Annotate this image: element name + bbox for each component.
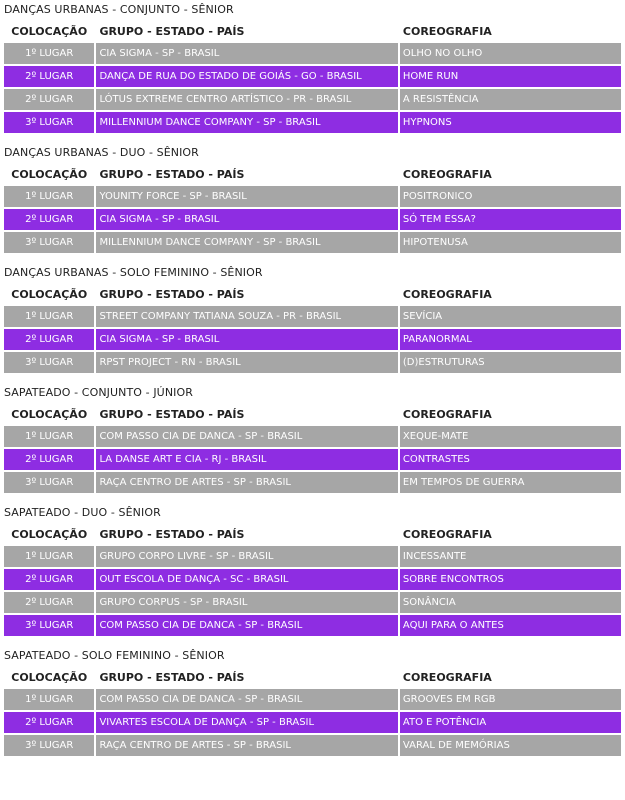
section-title: SAPATEADO - CONJUNTO - JÚNIOR bbox=[4, 386, 193, 399]
header-choreography: COREOGRAFIA bbox=[400, 165, 621, 184]
group-cell: MILLENNIUM DANCE COMPANY - SP - BRASIL bbox=[96, 232, 397, 253]
header-row bbox=[4, 285, 621, 304]
header-group: GRUPO - ESTADO - PAÍS bbox=[96, 165, 397, 184]
table-row bbox=[4, 352, 621, 373]
group-cell: GRUPO CORPO LIVRE - SP - BRASIL bbox=[96, 546, 397, 567]
section-title: SAPATEADO - DUO - SÊNIOR bbox=[4, 506, 161, 519]
table-row bbox=[4, 329, 621, 350]
table-row bbox=[4, 426, 621, 447]
header-choreography: COREOGRAFIA bbox=[400, 525, 621, 544]
group-cell: CIA SIGMA - SP - BRASIL bbox=[96, 43, 397, 64]
group-cell: RAÇA CENTRO DE ARTES - SP - BRASIL bbox=[96, 472, 397, 493]
results-section bbox=[4, 145, 625, 255]
table-row bbox=[4, 735, 621, 756]
choreography-cell: (D)ESTRUTURAS bbox=[400, 352, 621, 373]
placement-cell: 1º LUGAR bbox=[4, 546, 94, 567]
group-cell: CIA SIGMA - SP - BRASIL bbox=[96, 209, 397, 230]
results-section bbox=[4, 505, 625, 638]
group-cell: STREET COMPANY TATIANA SOUZA - PR - BRASIL bbox=[96, 306, 397, 327]
placement-cell: 2º LUGAR bbox=[4, 712, 94, 733]
table-row bbox=[4, 569, 621, 590]
placement-cell: 1º LUGAR bbox=[4, 689, 94, 710]
placement-cell: 2º LUGAR bbox=[4, 329, 94, 350]
choreography-cell: INCESSANTE bbox=[400, 546, 621, 567]
choreography-cell: SEVÍCIA bbox=[400, 306, 621, 327]
group-cell: OUT ESCOLA DE DANÇA - SC - BRASIL bbox=[96, 569, 397, 590]
header-choreography: COREOGRAFIA bbox=[400, 22, 621, 41]
choreography-cell: POSITRONICO bbox=[400, 186, 621, 207]
results-table bbox=[2, 666, 623, 758]
group-cell: VIVARTES ESCOLA DE DANÇA - SP - BRASIL bbox=[96, 712, 397, 733]
group-cell: MILLENNIUM DANCE COMPANY - SP - BRASIL bbox=[96, 112, 397, 133]
table-row bbox=[4, 546, 621, 567]
group-cell: RPST PROJECT - RN - BRASIL bbox=[96, 352, 397, 373]
placement-cell: 2º LUGAR bbox=[4, 209, 94, 230]
choreography-cell: VARAL DE MEMÓRIAS bbox=[400, 735, 621, 756]
choreography-cell: SOBRE ENCONTROS bbox=[400, 569, 621, 590]
header-choreography: COREOGRAFIA bbox=[400, 668, 621, 687]
placement-cell: 1º LUGAR bbox=[4, 186, 94, 207]
choreography-cell: XEQUE-MATE bbox=[400, 426, 621, 447]
header-row bbox=[4, 525, 621, 544]
choreography-cell: SÓ TEM ESSA? bbox=[400, 209, 621, 230]
placement-cell: 3º LUGAR bbox=[4, 232, 94, 253]
results-section bbox=[4, 265, 625, 375]
placement-cell: 3º LUGAR bbox=[4, 112, 94, 133]
group-cell: COM PASSO CIA DE DANCA - SP - BRASIL bbox=[96, 689, 397, 710]
placement-cell: 2º LUGAR bbox=[4, 592, 94, 613]
group-cell: COM PASSO CIA DE DANCA - SP - BRASIL bbox=[96, 426, 397, 447]
header-placement: COLOCAÇÃO bbox=[4, 285, 94, 304]
choreography-cell: CONTRASTES bbox=[400, 449, 621, 470]
placement-cell: 3º LUGAR bbox=[4, 472, 94, 493]
header-choreography: COREOGRAFIA bbox=[400, 405, 621, 424]
results-section bbox=[4, 648, 625, 758]
placement-cell: 2º LUGAR bbox=[4, 569, 94, 590]
choreography-cell: ATO E POTÊNCIA bbox=[400, 712, 621, 733]
placement-cell: 2º LUGAR bbox=[4, 89, 94, 110]
table-row bbox=[4, 89, 621, 110]
section-title: SAPATEADO - SOLO FEMININO - SÊNIOR bbox=[4, 649, 225, 662]
group-cell: RAÇA CENTRO DE ARTES - SP - BRASIL bbox=[96, 735, 397, 756]
header-row bbox=[4, 165, 621, 184]
table-row bbox=[4, 306, 621, 327]
section-title: DANÇAS URBANAS - SOLO FEMININO - SÊNIOR bbox=[4, 266, 263, 279]
header-row bbox=[4, 668, 621, 687]
header-placement: COLOCAÇÃO bbox=[4, 22, 94, 41]
header-group: GRUPO - ESTADO - PAÍS bbox=[96, 405, 397, 424]
choreography-cell: HIPOTENUSA bbox=[400, 232, 621, 253]
table-row bbox=[4, 232, 621, 253]
header-group: GRUPO - ESTADO - PAÍS bbox=[96, 22, 397, 41]
header-choreography: COREOGRAFIA bbox=[400, 285, 621, 304]
placement-cell: 2º LUGAR bbox=[4, 66, 94, 87]
header-placement: COLOCAÇÃO bbox=[4, 668, 94, 687]
results-table bbox=[2, 403, 623, 495]
results-table bbox=[2, 523, 623, 638]
group-cell: CIA SIGMA - SP - BRASIL bbox=[96, 329, 397, 350]
header-placement: COLOCAÇÃO bbox=[4, 165, 94, 184]
table-row bbox=[4, 712, 621, 733]
group-cell: YOUNITY FORCE - SP - BRASIL bbox=[96, 186, 397, 207]
table-row bbox=[4, 615, 621, 636]
choreography-cell: EM TEMPOS DE GUERRA bbox=[400, 472, 621, 493]
choreography-cell: SONÂNCIA bbox=[400, 592, 621, 613]
group-cell: DANÇA DE RUA DO ESTADO DE GOIÁS - GO - BRASIL bbox=[96, 66, 397, 87]
placement-cell: 1º LUGAR bbox=[4, 43, 94, 64]
header-row bbox=[4, 405, 621, 424]
choreography-cell: A RESISTÊNCIA bbox=[400, 89, 621, 110]
choreography-cell: PARANORMAL bbox=[400, 329, 621, 350]
table-row bbox=[4, 689, 621, 710]
results-table bbox=[2, 20, 623, 135]
section-title: DANÇAS URBANAS - CONJUNTO - SÊNIOR bbox=[4, 3, 234, 16]
table-row bbox=[4, 112, 621, 133]
results-table bbox=[2, 163, 623, 255]
table-row bbox=[4, 472, 621, 493]
table-row bbox=[4, 186, 621, 207]
group-cell: GRUPO CORPUS - SP - BRASIL bbox=[96, 592, 397, 613]
placement-cell: 3º LUGAR bbox=[4, 735, 94, 756]
header-placement: COLOCAÇÃO bbox=[4, 405, 94, 424]
header-group: GRUPO - ESTADO - PAÍS bbox=[96, 285, 397, 304]
results-section bbox=[4, 2, 625, 135]
header-row bbox=[4, 22, 621, 41]
placement-cell: 2º LUGAR bbox=[4, 449, 94, 470]
choreography-cell: GROOVES EM RGB bbox=[400, 689, 621, 710]
header-group: GRUPO - ESTADO - PAÍS bbox=[96, 668, 397, 687]
placement-cell: 1º LUGAR bbox=[4, 306, 94, 327]
choreography-cell: HOME RUN bbox=[400, 66, 621, 87]
results-section bbox=[4, 385, 625, 495]
group-cell: LA DANSE ART E CIA - RJ - BRASIL bbox=[96, 449, 397, 470]
table-row bbox=[4, 43, 621, 64]
group-cell: LÓTUS EXTREME CENTRO ARTÍSTICO - PR - BRASIL bbox=[96, 89, 397, 110]
placement-cell: 3º LUGAR bbox=[4, 615, 94, 636]
table-row bbox=[4, 449, 621, 470]
section-title: DANÇAS URBANAS - DUO - SÊNIOR bbox=[4, 146, 199, 159]
placement-cell: 1º LUGAR bbox=[4, 426, 94, 447]
placement-cell: 3º LUGAR bbox=[4, 352, 94, 373]
choreography-cell: OLHO NO OLHO bbox=[400, 43, 621, 64]
header-group: GRUPO - ESTADO - PAÍS bbox=[96, 525, 397, 544]
header-placement: COLOCAÇÃO bbox=[4, 525, 94, 544]
table-row bbox=[4, 592, 621, 613]
choreography-cell: HYPNONS bbox=[400, 112, 621, 133]
results-table bbox=[2, 283, 623, 375]
group-cell: COM PASSO CIA DE DANCA - SP - BRASIL bbox=[96, 615, 397, 636]
table-row bbox=[4, 66, 621, 87]
table-row bbox=[4, 209, 621, 230]
choreography-cell: AQUI PARA O ANTES bbox=[400, 615, 621, 636]
